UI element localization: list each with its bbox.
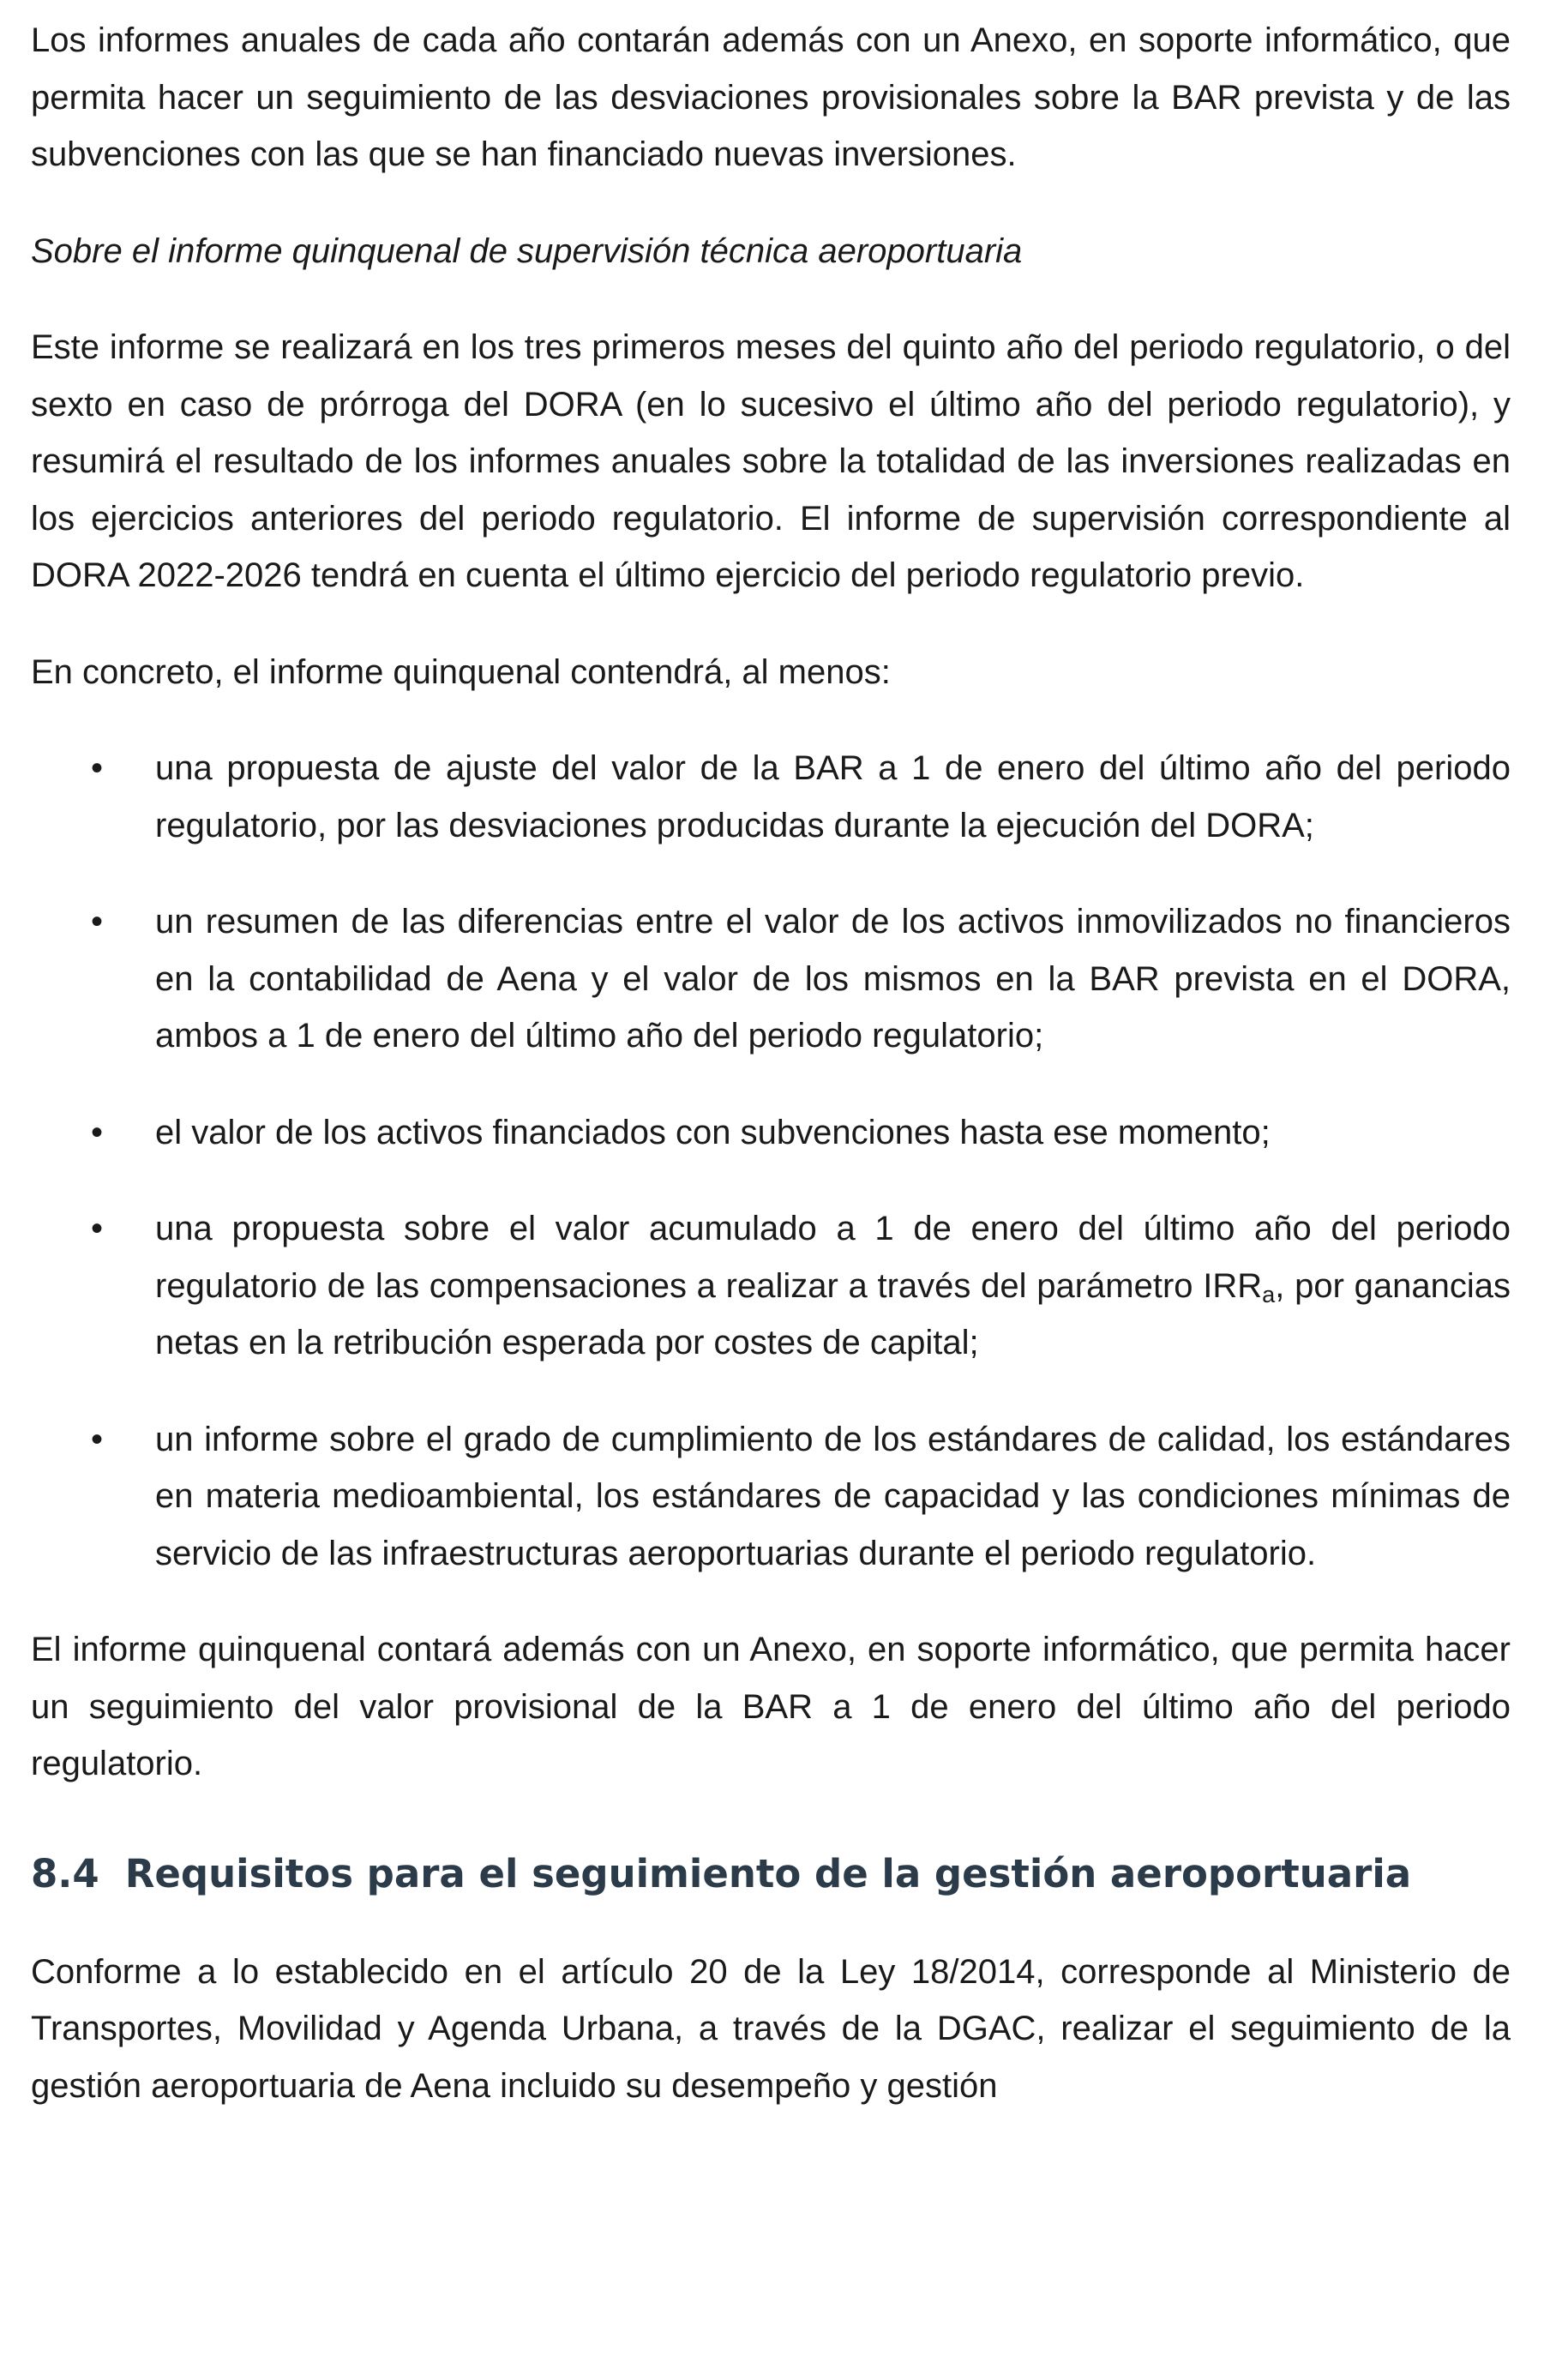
paragraph-informes-anuales: Los informes anuales de cada año contarán además con un Anexo, en soporte informático, que permita hacer un seguimiento de las desviaciones provisionales sobre la BAR prevista y de las subvenciones con las que se han financiado nuevas inversiones.: [31, 21, 1511, 173]
bullet-list: [31, 740, 1511, 1582]
list-item: [31, 1104, 1511, 1162]
subheading-informe-quinquenal: Sobre el informe quinquenal de supervisión técnica aeroportuaria: [31, 231, 1023, 270]
document-page: [31, 12, 1511, 2114]
list-item-text: el valor de los activos financiados con subvenciones hasta ese momento;: [155, 1113, 1271, 1151]
bullet-marker: •: [91, 1420, 104, 1458]
list-item: [31, 740, 1511, 854]
paragraph-conforme: Conforme a lo establecido en el artículo 20 de la Ley 18/2014, corresponde al Ministerio de Transportes, Movilidad y Agenda Urbana, a través de la DGAC, realizar el seguimiento de la gestión aeroportuaria de Aena incluido su desempeño y gestión: [31, 1952, 1511, 2105]
list-item: [31, 1200, 1511, 1372]
list-item-text: una propuesta de ajuste del valor de la BAR a 1 de enero del último año del periodo regulatorio, por las desviaciones producidas durante la ejecución del DORA;: [155, 749, 1511, 844]
bullet-marker: •: [91, 903, 104, 941]
bullet-marker: •: [91, 749, 104, 787]
section-number: 8.4: [31, 1850, 99, 1896]
paragraph-este-informe: Este informe se realizará en los tres primeros meses del quinto año del periodo regulatorio, o del sexto en caso de prórroga del DORA (en lo sucesivo el último año del periodo regulatorio), y resumirá el resultado de los informes anuales sobre la totalidad de las inversiones realizadas en los ejercicios anteriores del periodo regulatorio. El informe de supervisión correspondiente al DORA 2022-2026 tendrá en cuenta el último ejercicio del periodo regulatorio previo.: [31, 328, 1511, 594]
irr-subscript: a: [1262, 1280, 1276, 1307]
section-heading: [31, 1844, 1511, 1904]
list-item: [31, 1411, 1511, 1583]
paragraph-en-concreto: En concreto, el informe quinquenal contendrá, al menos:: [31, 652, 891, 691]
list-item-text-after: , por ganancias netas en la retribución esperada por costes de capital;: [155, 1266, 1511, 1361]
paragraph-anexo-quinquenal: El informe quinquenal contará además con un Anexo, en soporte informático, que permita hacer un seguimiento del valor provisional de la BAR a 1 de enero del último año del periodo regulatorio.: [31, 1631, 1511, 1782]
list-item-text-before: una propuesta sobre el valor acumulado a 1 de enero del último año del periodo regulatorio de las compensaciones a realizar a través del parámetro IRR: [155, 1210, 1511, 1305]
section-title: Requisitos para el seguimiento de la gestión aeroportuaria: [124, 1850, 1412, 1896]
list-item-text: un informe sobre el grado de cumplimiento de los estándares de calidad, los estándares en materia medioambiental, los estándares de capacidad y las condiciones mínimas de servicio de las infraestructuras aeroportuarias durante el periodo regulatorio.: [155, 1420, 1511, 1572]
list-item-text: un resumen de las diferencias entre el valor de los activos inmovilizados no financieros en la contabilidad de Aena y el valor de los mismos en la BAR prevista en el DORA, ambos a 1 de enero del último año del periodo regulatorio;: [155, 903, 1511, 1055]
bullet-marker: •: [91, 1210, 104, 1247]
list-item: [31, 893, 1511, 1065]
list-item-text: [155, 1200, 1511, 1372]
bullet-marker: •: [91, 1113, 104, 1151]
